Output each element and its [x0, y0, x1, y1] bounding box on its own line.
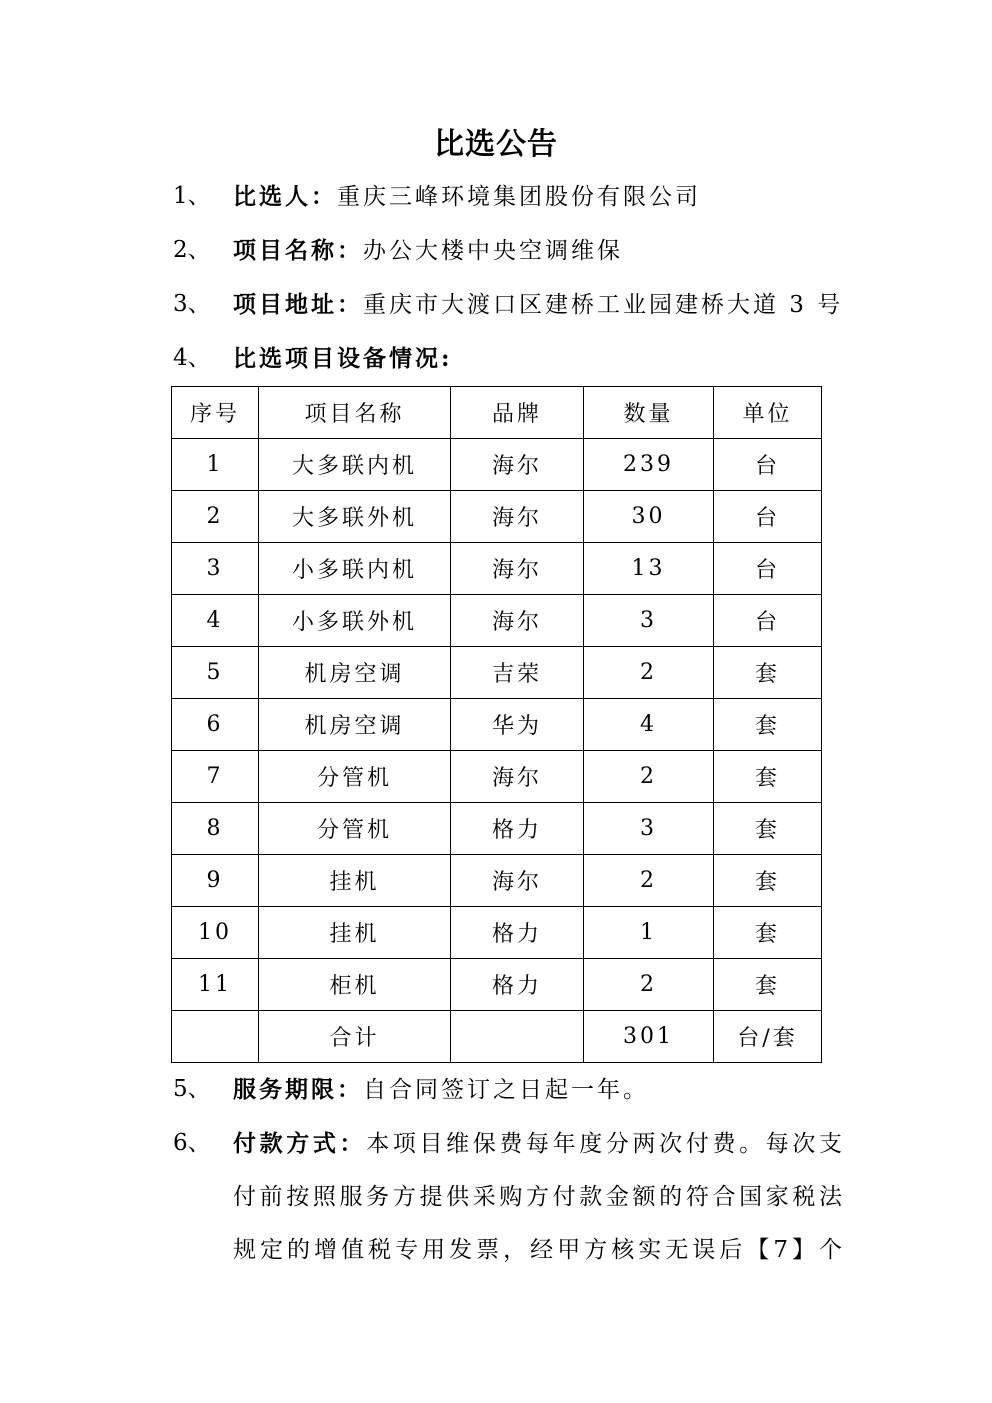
item-1-number: 1、	[173, 183, 211, 209]
table-cell: 台	[714, 439, 822, 491]
table-cell: 4	[172, 595, 259, 647]
table-cell-total-qty: 301	[584, 1011, 714, 1063]
table-cell: 1	[172, 439, 259, 491]
table-cell: 海尔	[451, 595, 584, 647]
header-cell-unit: 单位	[714, 387, 822, 439]
item-2-number: 2、	[173, 237, 211, 263]
table-cell: 台	[714, 491, 822, 543]
table-cell: 9	[172, 855, 259, 907]
table-cell: 格力	[451, 803, 584, 855]
table-cell: 3	[584, 595, 714, 647]
table-cell: 13	[584, 543, 714, 595]
table-row	[172, 699, 822, 751]
table-cell: 30	[584, 491, 714, 543]
item-4-body	[233, 332, 845, 386]
table-cell: 4	[584, 699, 714, 751]
table-cell	[172, 1011, 259, 1063]
table-cell: 机房空调	[259, 699, 451, 751]
table-cell: 11	[172, 959, 259, 1011]
list-item-3	[173, 278, 845, 332]
header-cell-index: 序号	[172, 387, 259, 439]
item-3-content: 重庆市大渡口区建桥工业园建桥大道 3 号	[363, 292, 844, 318]
table-row	[172, 803, 822, 855]
table-header-row	[172, 387, 822, 439]
table-cell: 海尔	[451, 751, 584, 803]
item-6-body	[233, 1117, 845, 1277]
table-cell: 套	[714, 751, 822, 803]
table-row	[172, 855, 822, 907]
table-cell: 小多联外机	[259, 595, 451, 647]
table-cell-total-unit: 台/套	[714, 1011, 822, 1063]
table-cell: 海尔	[451, 439, 584, 491]
list-item-6	[173, 1117, 845, 1277]
item-3-label: 项目地址：	[233, 291, 363, 318]
numbered-list-bottom	[173, 1063, 845, 1277]
table-row	[172, 959, 822, 1011]
item-3-body	[233, 278, 845, 332]
table-cell: 大多联内机	[259, 439, 451, 491]
table-cell: 格力	[451, 907, 584, 959]
table-cell: 2	[584, 959, 714, 1011]
table-cell: 2	[584, 647, 714, 699]
table-cell: 海尔	[451, 855, 584, 907]
table-cell: 6	[172, 699, 259, 751]
item-5-number: 5、	[173, 1076, 211, 1102]
item-5-body	[233, 1063, 845, 1117]
item-3-number: 3、	[173, 291, 211, 317]
item-1-content: 重庆三峰环境集团股份有限公司	[337, 184, 701, 210]
table-cell: 分管机	[259, 751, 451, 803]
equipment-table	[171, 386, 822, 1063]
numbered-list-top	[173, 170, 845, 386]
list-item-1	[173, 170, 845, 224]
table-cell: 10	[172, 907, 259, 959]
table-cell: 7	[172, 751, 259, 803]
table-cell: 2	[584, 751, 714, 803]
table-cell: 机房空调	[259, 647, 451, 699]
table-row	[172, 647, 822, 699]
table-cell: 套	[714, 959, 822, 1011]
table-cell: 海尔	[451, 491, 584, 543]
item-6-content: 本项目维保费每年度分两次付费。每次支付前按照服务方提供采购方付款金额的符合国家税法规定的增值税专用发票，经甲方核实无误后【7】个	[233, 1131, 846, 1263]
table-cell: 华为	[451, 699, 584, 751]
item-2-label: 项目名称：	[233, 237, 363, 264]
table-cell: 台	[714, 543, 822, 595]
table-cell: 挂机	[259, 907, 451, 959]
table-row	[172, 595, 822, 647]
table-cell: 套	[714, 647, 822, 699]
table-row	[172, 907, 822, 959]
table-cell: 5	[172, 647, 259, 699]
table-cell: 2	[172, 491, 259, 543]
table-row	[172, 543, 822, 595]
table-cell: 台	[714, 595, 822, 647]
table-cell: 2	[584, 855, 714, 907]
header-cell-qty: 数量	[584, 387, 714, 439]
table-cell: 套	[714, 907, 822, 959]
item-1-body	[233, 170, 845, 224]
item-4-number: 4、	[173, 345, 211, 371]
item-4-label: 比选项目设备情况:	[233, 345, 453, 372]
item-5-label: 服务期限：	[233, 1076, 363, 1103]
item-2-body	[233, 224, 845, 278]
table-cell: 套	[714, 855, 822, 907]
table-total-row	[172, 1011, 822, 1063]
list-item-4	[173, 332, 845, 386]
table-cell: 8	[172, 803, 259, 855]
table-row	[172, 751, 822, 803]
table-cell-total-label: 合计	[259, 1011, 451, 1063]
table-cell: 挂机	[259, 855, 451, 907]
table-row	[172, 439, 822, 491]
table-cell: 分管机	[259, 803, 451, 855]
table-cell: 239	[584, 439, 714, 491]
table-cell: 1	[584, 907, 714, 959]
header-cell-name: 项目名称	[259, 387, 451, 439]
item-6-number: 6、	[173, 1130, 211, 1156]
table-cell: 3	[584, 803, 714, 855]
table-cell	[451, 1011, 584, 1063]
list-item-5	[173, 1063, 845, 1117]
table-cell: 格力	[451, 959, 584, 1011]
item-1-label: 比选人：	[233, 183, 337, 210]
table-cell: 套	[714, 803, 822, 855]
page-title: 比选公告	[434, 127, 558, 162]
item-5-content: 自合同签订之日起一年。	[363, 1077, 649, 1103]
table-row	[172, 491, 822, 543]
table-cell: 小多联内机	[259, 543, 451, 595]
table-cell: 吉荣	[451, 647, 584, 699]
list-item-2	[173, 224, 845, 278]
item-2-content: 办公大楼中央空调维保	[363, 238, 623, 264]
header-cell-brand: 品牌	[451, 387, 584, 439]
table-cell: 海尔	[451, 543, 584, 595]
table-cell: 大多联外机	[259, 491, 451, 543]
table-cell: 3	[172, 543, 259, 595]
table-cell: 套	[714, 699, 822, 751]
item-6-label: 付款方式：	[233, 1130, 367, 1157]
table-cell: 柜机	[259, 959, 451, 1011]
